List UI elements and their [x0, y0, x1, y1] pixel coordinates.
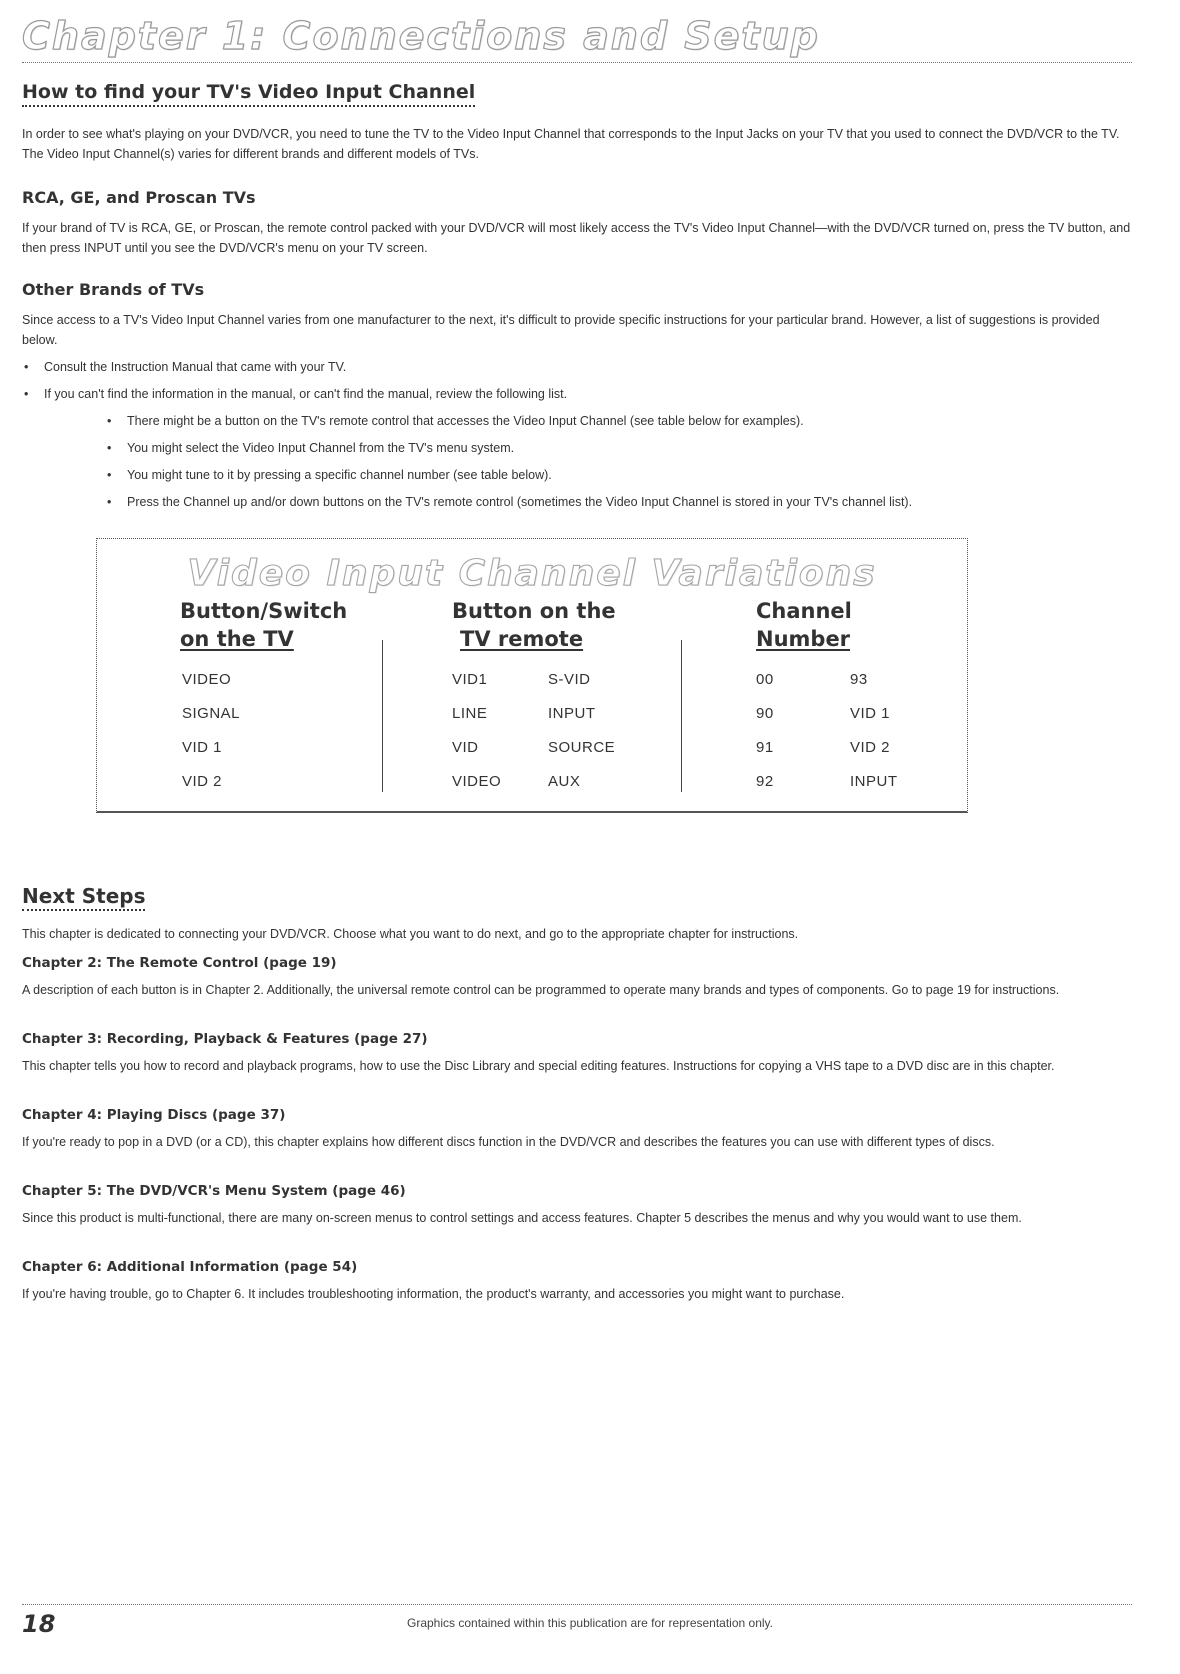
table-cell: VIDEO — [452, 773, 502, 790]
table-cell: SOURCE — [548, 739, 616, 756]
column-divider — [681, 640, 682, 792]
rca-heading: RCA, GE, and Proscan TVs — [22, 188, 256, 207]
table-cell: VID 1 — [182, 739, 223, 756]
chapter-title: Chapter 1: Connections and Setup — [22, 14, 1132, 63]
list-item: • There might be a button on the TV's remote control that accesses the Video Input Channel (see table below for examples). — [107, 414, 804, 428]
page-number: 18 — [22, 1610, 56, 1638]
column-header-channel-number: Channel Number — [756, 599, 852, 651]
table-title: Video Input Channel Variations — [187, 553, 877, 594]
table-cell: 93 — [850, 671, 868, 688]
column-header-button-switch: Button/Switch on the TV — [180, 599, 348, 651]
other-brands-heading: Other Brands of TVs — [22, 280, 205, 299]
footer-divider — [22, 1604, 1132, 1605]
table-cell: 91 — [756, 739, 774, 756]
section-heading-video-input: How to find your TV's Video Input Channel — [22, 80, 475, 107]
table-cell: 92 — [756, 773, 774, 790]
chapter3-paragraph: This chapter tells you how to record and playback programs, how to use the Disc Library and special editing features. Instructions for copying a VHS tape to a DVD disc are in this chapter. — [22, 1059, 1055, 1073]
table-cell: INPUT — [548, 705, 596, 722]
chapter6-paragraph: If you're having trouble, go to Chapter 6. It includes troubleshooting information, the product's warranty, and accessories you might want to purchase. — [22, 1287, 845, 1301]
chapter6-heading: Chapter 6: Additional Information (page 54) — [22, 1259, 358, 1275]
table-cell: VID 2 — [182, 773, 223, 790]
table-cell: LINE — [452, 705, 488, 722]
table-cell: VID1 — [452, 671, 488, 688]
chapter4-heading: Chapter 4: Playing Discs (page 37) — [22, 1107, 286, 1123]
next-steps-intro: This chapter is dedicated to connecting your DVD/VCR. Choose what you want to do next, and go to the appropriate chapter for instructions. — [22, 927, 799, 941]
list-item: • You might select the Video Input Channel from the TV's menu system. — [107, 441, 515, 455]
intro-paragraph: In order to see what's playing on your DVD/VCR, you need to tune the TV to the Video Input Channel that corresponds to the Input Jacks on your TV that you used to connect the DVD/VCR to the TV. The Video Input Channel(s) varies for different brands and different models of TVs. — [22, 127, 1120, 161]
table-cell: 90 — [756, 705, 774, 722]
other-brands-paragraph: Since access to a TV's Video Input Channel varies from one manufacturer to the next, it's difficult to provide specific instructions for your particular brand. However, a list of suggestions is provided below. — [22, 313, 1100, 347]
list-item: • Consult the Instruction Manual that came with your TV. — [24, 360, 347, 374]
table-cell: SIGNAL — [182, 705, 241, 722]
chapter3-heading: Chapter 3: Recording, Playback & Features (page 27) — [22, 1031, 428, 1047]
list-item: • Press the Channel up and/or down buttons on the TV's remote control (sometimes the Video Input Channel is stored in your TV's channel list). — [107, 495, 913, 509]
list-item: • If you can't find the information in the manual, or can't find the manual, review the following list. — [24, 387, 568, 401]
chapter4-paragraph: If you're ready to pop in a DVD (or a CD), this chapter explains how different discs function in the DVD/VCR and describes the features you can use with different types of discs. — [22, 1135, 995, 1149]
list-item: • You might tune to it by pressing a specific channel number (see table below). — [107, 468, 552, 482]
chapter5-heading: Chapter 5: The DVD/VCR's Menu System (page 46) — [22, 1183, 406, 1199]
table-cell: 00 — [756, 671, 774, 688]
table-cell: VID 2 — [850, 739, 891, 756]
table-cell: INPUT — [850, 773, 898, 790]
table-cell: S-VID — [548, 671, 591, 688]
column-header-remote-button: Button on the TV remote — [452, 599, 616, 651]
table-cell: VID — [452, 739, 479, 756]
table-cell: AUX — [548, 773, 581, 790]
chapter2-paragraph: A description of each button is in Chapter 2. Additionally, the universal remote control can be programmed to operate many brands and types of components. Go to page 19 for instructions. — [22, 983, 1060, 997]
table-cell: VIDEO — [182, 671, 232, 688]
chapter2-heading: Chapter 2: The Remote Control (page 19) — [22, 955, 337, 971]
next-steps-heading: Next Steps — [22, 884, 145, 911]
rca-paragraph: If your brand of TV is RCA, GE, or Proscan, the remote control packed with your DVD/VCR will most likely access the TV's Video Input Channel—with the DVD/VCR turned on, press the TV button, and then press INPUT until you see the DVD/VCR's menu on your TV screen. — [22, 221, 1131, 255]
footer-note: Graphics contained within this publication are for representation only. — [407, 1616, 773, 1630]
table-cell: VID 1 — [850, 705, 891, 722]
column-divider — [382, 640, 383, 792]
chapter5-paragraph: Since this product is multi-functional, there are many on-screen menus to control settings and access features. Chapter 5 describes the menus and why you would want to use them. — [22, 1211, 1022, 1225]
